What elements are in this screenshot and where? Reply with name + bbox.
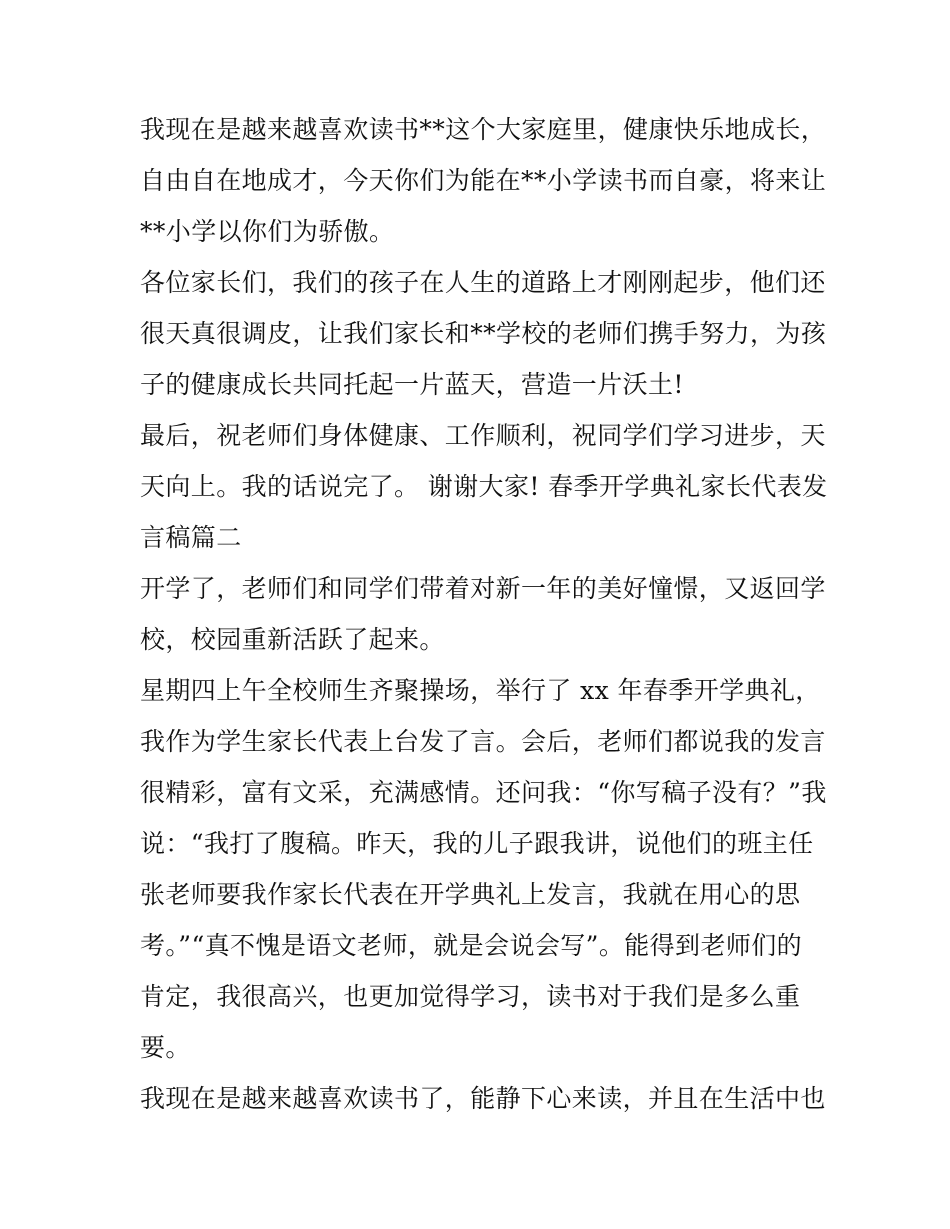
text-line: 我现在是越来越喜欢读书了，能静下心来读，并且在生活中也 [140, 1084, 826, 1113]
text-line: 各位家长们，我们的孩子在人生的道路上才刚刚起步，他们还 [140, 268, 826, 297]
text-line: 我作为学生家长代表上台发了言。会后，老师们都说我的发言 [140, 727, 826, 756]
text-line: 天向上。我的话说完了。 谢谢大家! 春季开学典礼家长代表发 [140, 472, 828, 501]
text-line: 最后，祝老师们身体健康、工作顺利，祝同学们学习进步，天 [140, 421, 826, 450]
text-line: 校，校园重新活跃了起来。 [140, 625, 445, 654]
document-body [140, 104, 828, 1124]
text-line: 肯定，我很高兴，也更加觉得学习，读书对于我们是多么重 [140, 982, 801, 1011]
text-line: **小学以你们为骄傲。 [140, 217, 395, 246]
text-line: 很精彩，富有文采，充满感情。还问我：“你写稿子没有？”我 [140, 778, 827, 807]
text-line: 言稿篇二 [140, 523, 242, 552]
text-line: 说：“我打了腹稿。昨天，我的儿子跟我讲，说他们的班主任 [140, 829, 814, 858]
text-line: 星期四上午全校师生齐聚操场，举行了 xx 年春季开学典礼， [140, 676, 821, 705]
text-line: 自由自在地成才，今天你们为能在**小学读书而自豪，将来让 [140, 166, 827, 195]
text-line: 张老师要我作家长代表在开学典礼上发言，我就在用心的思 [140, 880, 801, 909]
text-line: 考。”“真不愧是语文老师，就是会说会写”。能得到老师们的 [140, 931, 803, 960]
text-line: 很天真很调皮，让我们家长和**学校的老师们携手努力，为孩 [140, 319, 827, 348]
text-line: 要。 [140, 1033, 191, 1062]
text-line: 开学了，老师们和同学们带着对新一年的美好憧憬，又返回学 [140, 574, 826, 603]
text-line: 我现在是越来越喜欢读书**这个大家庭里，健康快乐地成长， [140, 115, 827, 144]
text-line: 子的健康成长共同托起一片蓝天，营造一片沃土! [140, 370, 684, 399]
